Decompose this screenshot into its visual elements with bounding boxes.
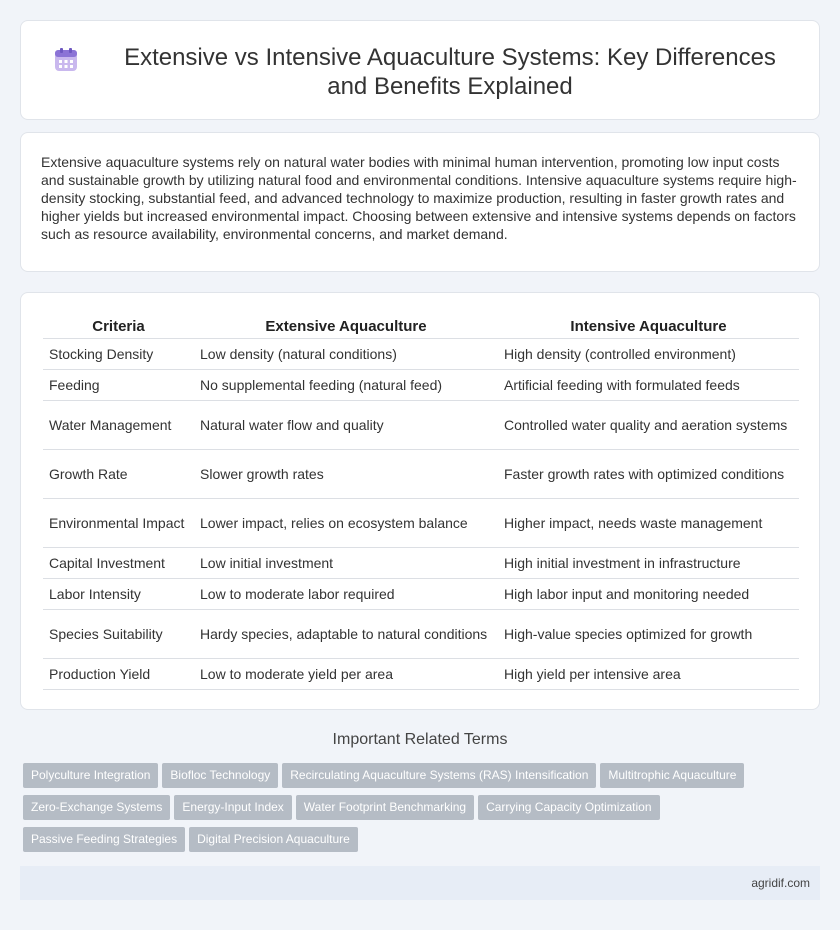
table-cell: Low initial investment: [194, 548, 498, 579]
related-terms-list: [23, 763, 803, 859]
table-cell: Low density (natural conditions): [194, 339, 498, 370]
footer-site-link[interactable]: agridif.com: [751, 876, 810, 890]
table-cell: No supplemental feeding (natural feed): [194, 370, 498, 401]
table-cell: Capital Investment: [43, 548, 194, 579]
intro-card: [20, 132, 820, 272]
table-cell: Stocking Density: [43, 339, 194, 370]
related-term-tag[interactable]: Energy-Input Index: [174, 795, 291, 820]
table-row: [43, 450, 799, 499]
table-cell: High labor input and monitoring needed: [498, 579, 799, 610]
table-row: [43, 610, 799, 659]
table-cell: Natural water flow and quality: [194, 401, 498, 450]
table-row: [43, 659, 799, 690]
table-cell: Faster growth rates with optimized conditions: [498, 450, 799, 499]
table-cell: Growth Rate: [43, 450, 194, 499]
table-row: [43, 499, 799, 548]
table-cell: Environmental Impact: [43, 499, 194, 548]
table-cell: Slower growth rates: [194, 450, 498, 499]
table-cell: High density (controlled environment): [498, 339, 799, 370]
title-card: [20, 20, 820, 120]
table-cell: High yield per intensive area: [498, 659, 799, 690]
related-terms-title: Important Related Terms: [332, 731, 508, 748]
table-row: [43, 401, 799, 450]
related-term-tag[interactable]: Zero-Exchange Systems: [23, 795, 170, 820]
related-term-tag[interactable]: Carrying Capacity Optimization: [478, 795, 659, 820]
page-title: Extensive vs Intensive Aquaculture Systems: Key Differences and Benefits Explained: [124, 44, 776, 100]
table-cell: Lower impact, relies on ecosystem balance: [194, 499, 498, 548]
table-cell: Low to moderate yield per area: [194, 659, 498, 690]
table-cell: High initial investment in infrastructure: [498, 548, 799, 579]
related-term-tag[interactable]: Recirculating Aquaculture Systems (RAS) Intensification: [282, 763, 596, 788]
header-criteria: Criteria: [43, 315, 194, 339]
comparison-table-card: [20, 292, 820, 710]
table-cell: Higher impact, needs waste management: [498, 499, 799, 548]
related-term-tag[interactable]: Polyculture Integration: [23, 763, 158, 788]
table-cell: Artificial feeding with formulated feeds: [498, 370, 799, 401]
table-cell: Feeding: [43, 370, 194, 401]
table-cell: High-value species optimized for growth: [498, 610, 799, 659]
related-term-tag[interactable]: Water Footprint Benchmarking: [296, 795, 474, 820]
related-term-tag[interactable]: Digital Precision Aquaculture: [189, 827, 358, 852]
table-header-row: [43, 315, 799, 339]
related-term-tag[interactable]: Biofloc Technology: [162, 763, 278, 788]
comparison-table: [43, 315, 799, 690]
table-cell: Low to moderate labor required: [194, 579, 498, 610]
intro-paragraph: Extensive aquaculture systems rely on natural water bodies with minimal human intervention, promoting low input costs and sustainable growth by utilizing natural food and environmental conditions. Intensive aquaculture systems require high-density stocking, substantial feed, and advanced technology to maximize production, resulting in faster growth rates and higher yields but increased environmental impact. Choosing between extensive and intensive systems depends on factors such as resource availability, environmental concerns, and market demand.: [41, 154, 797, 242]
header-intensive: Intensive Aquaculture: [498, 315, 799, 339]
table-cell: Species Suitability: [43, 610, 194, 659]
table-cell: Water Management: [43, 401, 194, 450]
table-cell: Production Yield: [43, 659, 194, 690]
related-term-tag[interactable]: Passive Feeding Strategies: [23, 827, 185, 852]
table-cell: Hardy species, adaptable to natural conditions: [194, 610, 498, 659]
table-cell: Controlled water quality and aeration systems: [498, 401, 799, 450]
table-row: [43, 370, 799, 401]
related-term-tag[interactable]: Multitrophic Aquaculture: [600, 763, 744, 788]
footer: [20, 866, 820, 900]
table-cell: Labor Intensity: [43, 579, 194, 610]
table-row: [43, 339, 799, 370]
header-extensive: Extensive Aquaculture: [194, 315, 498, 339]
table-row: [43, 548, 799, 579]
table-row: [43, 579, 799, 610]
